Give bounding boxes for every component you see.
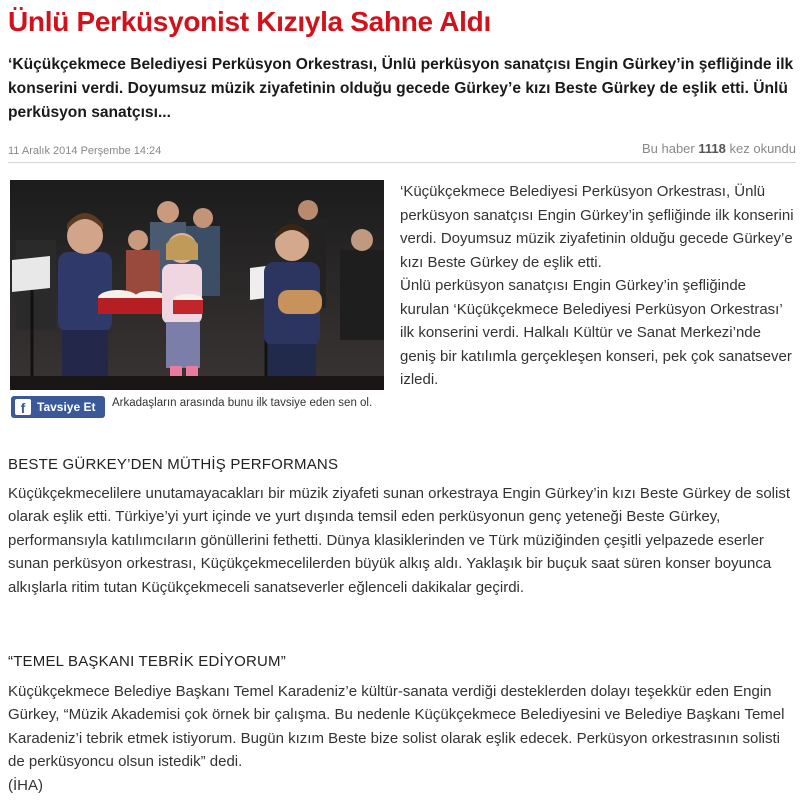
facebook-recommend-caption: Arkadaşların arasında bunu ilk tavsiye eden sen ol. (112, 397, 373, 409)
section-body-congrats: Küçükçekmece Belediye Başkanı Temel Karadeniz’e kültür-sanata verdiği desteklerden dolayı teşekkür eden Engin Gürkey, “Müzik Akademisi çok örnek bir çalışma. Bu nedenle Küçükçekmece Belediyesini ve Belediye Başkanı Temel Karadeniz’i tebrik etmek istiyorum. Bugün kızım Beste bize solist olarak eşlik edecek. Perküsyon orkestrasının solisti de perküsyoncu olsun istedik” dedi. (İHA) (8, 683, 785, 794)
article-date: 11 Aralık 2014 Perşembe 14:24 (8, 145, 162, 157)
article-lead: ‘Küçükçekmece Belediyesi Perküsyon Orkestrası, Ünlü perküsyon sanatçısı Engin Gürkey’in şefliğinde ilk konserini verdi. Doyumsuz müzik ziyafetinin olduğu gecede Gürkey’e kızı Beste Gürkey de eşlik etti. Ünlü perküsyon sanatçısı... (8, 56, 794, 121)
view-counter-suffix: kez okundu (729, 141, 796, 156)
section-heading-performance: BESTE GÜRKEY’DEN MÜTHİŞ PERFORMANS (8, 456, 339, 473)
meta-divider (8, 162, 796, 163)
section-body-performance: Küçükçekmecelilere unutamayacakları bir müzik ziyafeti sunan orkestraya Engin Gürkey’in kızı Beste Gürkey de solist olarak eşlik etti. Türkiye’yi yurt içinde ve yurt dışında temsil eden perküsyonun genç yeteneği Beste Gürkey, performansıyla katılımcıların gönüllerini fethetti. Dünya klasiklerinden ve Türk müziğinden çeşitli yelpazede eserler sunan perküsyon orkestrası, Küçükçekmecelilerden büyük alkış aldı. Yaklaşık bir buçuk saat süren konser boyunca alkışlarla ritim tutan Küçükçekmeceli sanatseverler eğlenceli dakikalar geçirdi. (8, 485, 790, 596)
facebook-recommend-button[interactable] (11, 396, 105, 418)
view-counter-prefix: Bu haber (641, 141, 695, 156)
view-counter (642, 141, 796, 156)
section-heading-congrats: “TEMEL BAŞKANI TEBRİK EDİYORUM” (8, 653, 286, 670)
facebook-recommend-label: Tavsiye Et (37, 400, 96, 414)
article-photo (10, 180, 384, 390)
view-counter-count: 1118 (698, 141, 726, 156)
article-headline: Ünlü Perküsyonist Kızıyla Sahne Aldı (8, 6, 491, 37)
article-intro: ‘Küçükçekmece Belediyesi Perküsyon Orkestrası, Ünlü perküsyon sanatçısı Engin Gürkey’in şefliğinde ilk konserini verdi. Doyumsuz müzik ziyafetinin olduğu gecede Gürkey’e kızı Beste Gürkey de eşlik etti. Ünlü perküsyon sanatçısı Engin Gürkey’in şefliğinde kurulan ‘Küçükçekmece Belediyesi Perküsyon Orkestrası’ ilk konserini verdi. Halkalı Kültür ve Sanat Merkezi’nde geniş bir katılımla gerçekleşen konseri, pek çok sanatsever izledi. (400, 183, 794, 388)
facebook-icon: f (15, 399, 31, 415)
